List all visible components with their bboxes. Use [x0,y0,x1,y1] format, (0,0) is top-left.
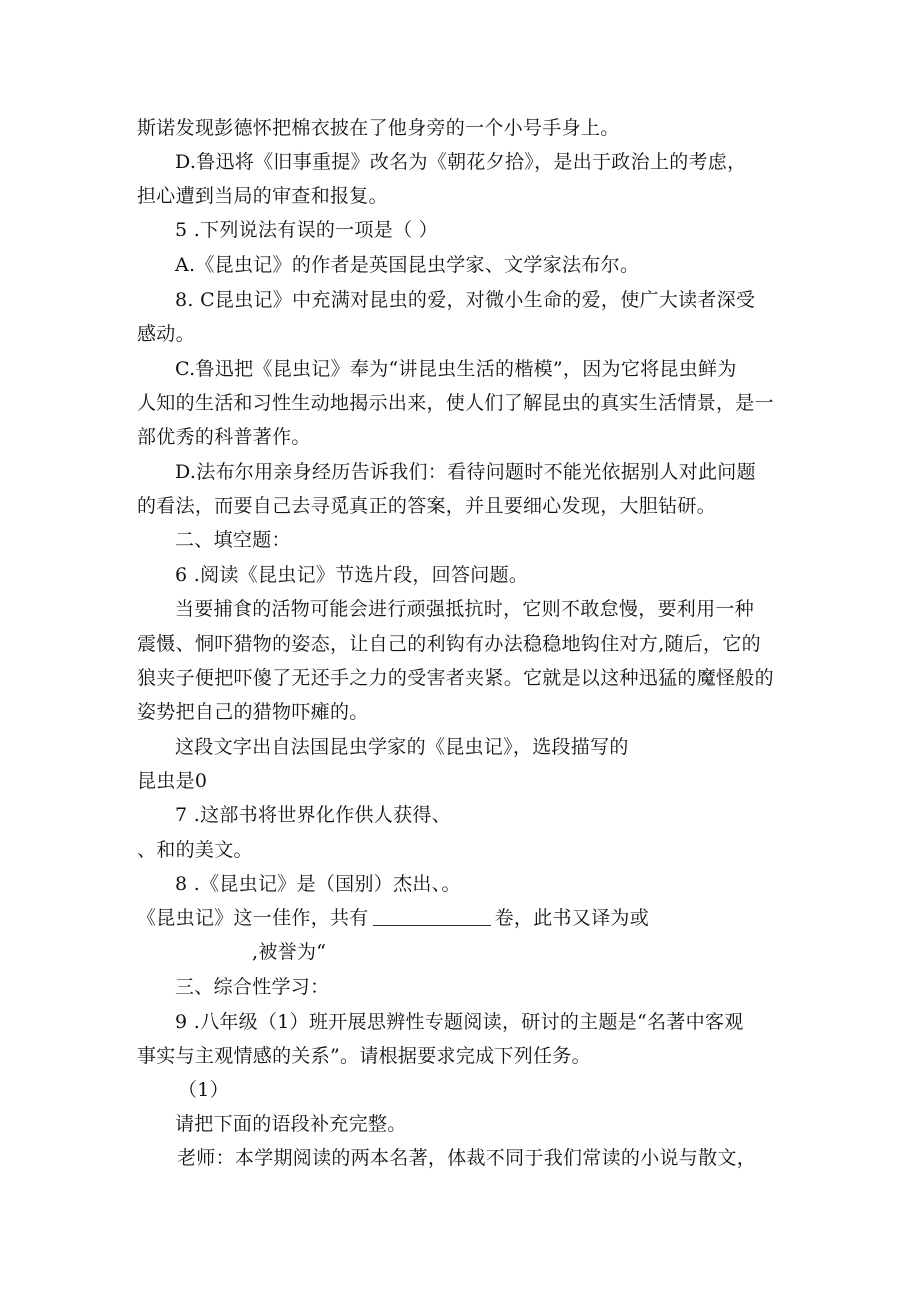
text-line-1: 斯诺发现彭德怀把棉衣披在了他身旁的一个小号手身上。 [137,117,620,139]
option-a: A.《昆虫记》的作者是英国昆虫学家、文学家法布尔。 [175,254,640,276]
sub-question-1: （1） [178,1079,229,1101]
excerpt-line-1: 当要捕食的活物可能会进行顽强抵抗时，它则不敢怠慢，要利用一种 [175,598,755,620]
text-line-9: 人知的生活和习性生动地揭示出来，使人们了解昆虫的真实生活情景，是一 [137,392,774,414]
fill-in-blank [373,907,491,926]
option-d: D.法布尔用亲身经历告诉我们：看待问题时不能光依据别人对此问题 [175,461,756,483]
text-line-31: 老师：本学期阅读的两本名著，体裁不同于我们常读的小说与散文， [177,1147,757,1169]
question-6: 6 .阅读《昆虫记》节选片段，回答问题。 [175,564,529,586]
question-7: 7 .这部书将世界化作供人获得、 [175,804,451,826]
text-line-2: D.鲁迅将《旧事重提》改名为《朝花夕拾》，是出于政治上的考虑， [175,151,747,173]
text-line-25: ,被誉为“ [252,941,327,963]
text-line-28: 事实与主观情感的关系”。请根据要求完成下列任务。 [137,1045,591,1067]
text-line-24 [137,906,649,930]
text-line-30: 请把下面的语段补充完整。 [175,1113,407,1135]
option-c: C.鲁迅把《昆虫记》奉为“讲昆虫生活的楷模”，因为它将昆虫鲜为 [175,358,737,380]
text-line-10: 部优秀的科普著作。 [137,426,311,448]
text-line-12: 的看法，而要自己去寻觅真正的答案，并且要细心发现，大胆钻研。 [137,495,717,517]
text-line-22: 、和的美文。 [137,839,253,861]
text-line-24-part-1: 《昆虫记》这一佳作，共有 [137,907,369,929]
section-heading-2: 二、填空题： [175,529,291,551]
excerpt-line-4: 姿势把自己的猎物吓瘫的。 [137,701,369,723]
text-line-19: 这段文字出自法国昆虫学家的《昆虫记》，选段描写的 [175,736,629,758]
option-b: 8. C昆虫记》中充满对昆虫的爱，对微小生命的爱，使广大读者深受 [175,289,756,311]
question-9: 9 .八年级（1）班开展思辨性专题阅读，研讨的主题是“名著中客观 [175,1011,744,1033]
text-line-20: 昆虫是0 [137,770,208,792]
question-8: 8 .《昆虫记》是（国别）杰出、。 [175,873,461,895]
excerpt-line-2: 震慑、恫吓猎物的姿态，让自己的利钩有办法稳稳地钩住对方,随后，它的 [137,633,761,655]
excerpt-line-3: 狼夹子便把吓傻了无还手之力的受害者夹紧。它就是以这种迅猛的魔怪般的 [137,667,774,689]
text-line-7: 感动。 [137,323,195,345]
text-line-3: 担心遭到当局的审查和报复。 [137,185,388,207]
text-line-24-part-2: 卷，此书又译为或 [494,907,650,929]
question-5: 5 .下列说法有误的一项是（ ） [175,219,439,241]
section-heading-3: 三、综合性学习： [175,976,330,998]
